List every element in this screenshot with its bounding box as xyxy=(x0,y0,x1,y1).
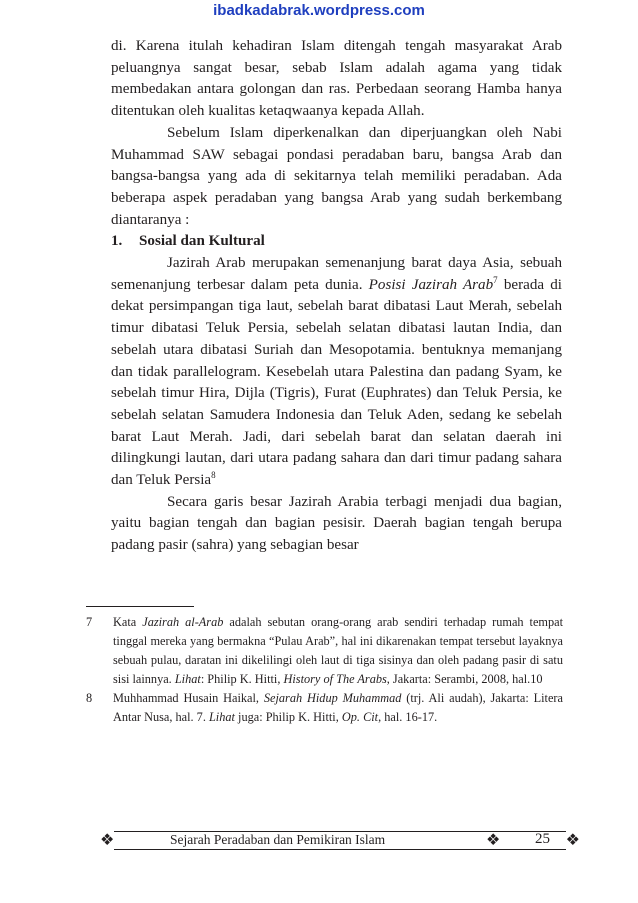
footnote-ref-8[interactable]: 8 xyxy=(211,470,216,481)
ornament-left-icon: ❖ xyxy=(100,830,115,849)
footnote-text: juga: Philip K. Hitti, xyxy=(238,710,339,724)
footnote-text: adalah sebutan orang-orang arab sendiri terhadap rumah tempat tinggal mereka yang bermakna “Pulau Arab”, hal ini dikarenakan tempat tersebut layaknya sebuah pulau, daratan ini dikelilingi oleh laut di tiga sisinya dan oleh padang pasir di satu sisi lainnya. xyxy=(113,615,564,686)
footer-book-title: Sejarah Peradaban dan Pemikiran Islam xyxy=(170,832,386,847)
footnote-italic: History of The Arabs xyxy=(283,672,387,686)
footnote-text: Muhhammad Husain Haikal, xyxy=(113,691,260,705)
section-title: Sosial dan Kultural xyxy=(139,233,265,250)
footnote-italic: Lihat xyxy=(174,672,201,686)
body-text xyxy=(111,36,562,557)
page-footer xyxy=(100,829,580,851)
page-number: 25 xyxy=(535,831,550,847)
footnote-italic: Op. Cit xyxy=(341,710,379,724)
footnote-separator xyxy=(86,606,194,607)
footnote-italic: Sejarah Hidup Muhammad xyxy=(263,691,402,705)
section-heading xyxy=(111,231,562,253)
footnote-text: (trj. Ali audah), Jakarta: Litera Antar Nusa, hal. 7. xyxy=(113,691,563,724)
ornament-right-icon: ❖ xyxy=(565,830,580,849)
footnote-number: 8 xyxy=(86,691,93,705)
footnote-text: : Philip K. Hitti, xyxy=(200,672,281,686)
footnotes xyxy=(86,613,563,727)
paragraph-3-italic: Posisi Jazirah Arab xyxy=(368,276,494,293)
footnote-ref-7[interactable]: 7 xyxy=(493,274,498,285)
footnote-text: Kata xyxy=(113,615,137,629)
paragraph-4: Secara garis besar Jazirah Arabia terbagi menjadi dua bagian, yaitu bagian tengah dan bagian pesisir. Daerah bagian tengah berupa padang pasir (sahra) yang sebagian besar xyxy=(111,493,562,554)
watermark-url: ibadkadabrak.wordpress.com xyxy=(213,2,425,19)
paragraph-3-text-c: berada di dekat persimpangan tiga laut, sebelah barat dibatasi Laut Merah, sebelah timur dibatasi Teluk Persia, sebelah selatan dibatasi lautan India, dan sebelah utara dibatasi Suriah dan Mesopotamia. bentuknya memanjang dan tidak parallelogram. Kesebelah utara Palestina dan padang Syam, ke sebelah timur Hira, Dijla (Tigris), Furat (Euphrates) dan Teluk Persia, ke sebelah selatan Samudera Indonesia dan Teluk Aden, sedang ke sebelah barat Laut Merah. Jadi, dari sebelah barat dan selatan daerah ini dilingkungi lautan, dari utara padang sahara dan dari timur padang sahara dan Teluk Persia xyxy=(111,276,562,489)
footnote-number: 7 xyxy=(86,615,93,629)
paragraph-3 xyxy=(111,253,562,492)
footnote-text: , hal. 16-17. xyxy=(378,710,438,724)
footnote-7 xyxy=(86,613,563,689)
paragraph-2: Sebelum Islam diperkenalkan dan diperjuangkan oleh Nabi Muhammad SAW sebagai pondasi peradaban baru, bangsa Arab dan bangsa-bangsa yang ada di sekitarnya telah memiliki peradaban. Ada beberapa aspek peradaban yang bangsa Arab yang sudah berkembang diantaranya : xyxy=(111,124,562,228)
footnote-8 xyxy=(86,689,563,727)
paragraph-1: di. Karena itulah kehadiran Islam ditengah tengah masyarakat Arab peluangnya sangat besar, sebab Islam adalah agama yang tidak membedakan antara golongan dan ras. Perbedaan seorang Hamba hanya ditentukan oleh kualitas ketaqwaanya kepada Allah. xyxy=(111,38,562,120)
footnote-italic: Lihat xyxy=(208,710,235,724)
section-number: 1. xyxy=(111,233,123,250)
footnote-italic: Jazirah al-Arab xyxy=(142,615,224,629)
paragraph-3-text-a: Jazirah Arab merupakan semenanjung barat daya Asia, sebuah semenanjung terbesar dalam peta dunia. xyxy=(111,255,562,293)
footnote-text: , Jakarta: Serambi, 2008, hal.10 xyxy=(386,672,543,686)
ornament-middle-icon: ❖ xyxy=(486,830,501,849)
